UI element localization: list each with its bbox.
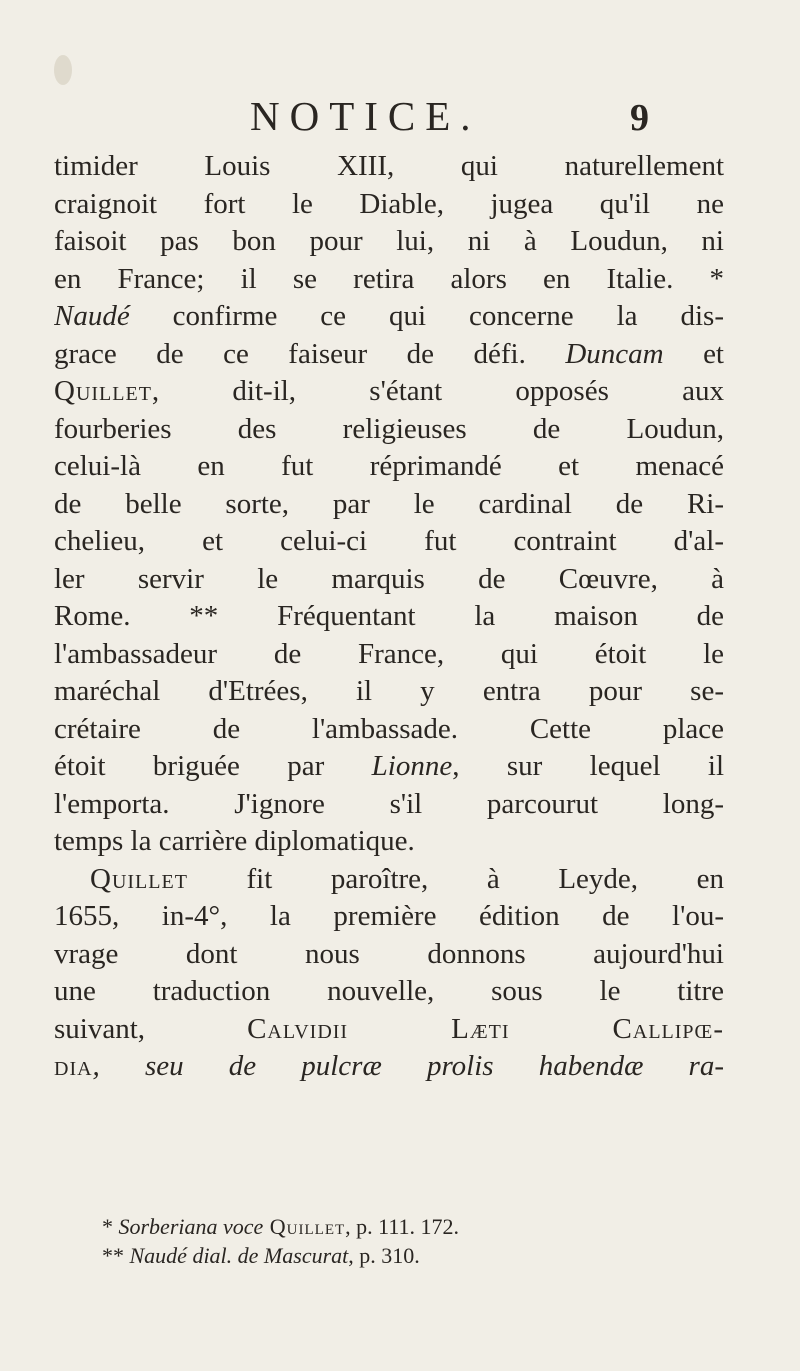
text-span: suivant, bbox=[54, 1012, 248, 1045]
text-line: 1655, in-4°, la première édition de l'ou- bbox=[54, 900, 724, 932]
page-number: 9 bbox=[630, 97, 649, 139]
running-head: NOTICE. bbox=[250, 93, 481, 139]
text-line: temps la carrière diplomatique. bbox=[54, 825, 415, 857]
smallcaps-title: Calvidii Læti Callipœ- bbox=[247, 1012, 724, 1045]
italic-title: , seu de pulcræ prolis habendæ ra- bbox=[92, 1050, 724, 1082]
text-line: une traduction nouvelle, sous le titre bbox=[54, 975, 724, 1007]
footnote-ref: , p. 111. 172. bbox=[345, 1214, 460, 1239]
footnote-2 bbox=[102, 1241, 722, 1270]
smallcaps-name: Quillet bbox=[54, 375, 152, 407]
text-span: , dit-il, s'étant opposés aux bbox=[151, 375, 724, 407]
text-line bbox=[54, 861, 724, 899]
text-line: timider Louis XIII, qui naturellement bbox=[54, 150, 724, 182]
smallcaps-title: dia bbox=[54, 1050, 93, 1082]
text-line: faisoit pas bon pour lui, ni à Loudun, ni bbox=[54, 225, 724, 257]
smallcaps-name: Quillet bbox=[90, 862, 188, 895]
text-span: et bbox=[663, 337, 724, 370]
text-line: chelieu, et celui-ci fut contraint d'al- bbox=[54, 525, 724, 557]
page-header bbox=[0, 92, 800, 142]
text-span: grace de ce faiseur de défi. bbox=[54, 337, 566, 370]
footnote-mark: * bbox=[102, 1214, 119, 1239]
text-line bbox=[54, 748, 724, 786]
text-line bbox=[54, 336, 724, 374]
footnote-1 bbox=[102, 1212, 722, 1241]
italic-name: Duncam bbox=[565, 337, 664, 370]
italic-name: Lionne bbox=[371, 750, 453, 782]
footnotes bbox=[102, 1212, 722, 1270]
text-line: fourberies des religieuses de Loudun, bbox=[54, 412, 724, 445]
text-line bbox=[54, 298, 724, 336]
text-line: craignoit fort le Diable, jugea qu'il ne bbox=[54, 187, 724, 220]
text-span: confirme ce qui concerne la dis- bbox=[129, 300, 724, 332]
text-span: étoit briguée par bbox=[54, 750, 372, 782]
text-line bbox=[54, 1048, 724, 1086]
text-line: celui-là en fut réprimandé et menacé bbox=[54, 450, 724, 482]
text-line bbox=[54, 1011, 724, 1049]
footnote-ref: , p. 310. bbox=[348, 1243, 420, 1268]
text-line bbox=[54, 373, 724, 411]
text-line: en France; il se retira alors en Italie. * bbox=[54, 262, 724, 295]
text-line: ler servir le marquis de Cœuvre, à bbox=[54, 562, 724, 595]
footnote-name: Quillet bbox=[263, 1214, 346, 1239]
text-line: de belle sorte, par le cardinal de Ri- bbox=[54, 487, 724, 520]
text-line: vrage dont nous donnons aujourd'hui bbox=[54, 937, 724, 970]
text-line: crétaire de l'ambassade. Cette place bbox=[54, 712, 724, 745]
footnote-mark: ** bbox=[102, 1243, 130, 1268]
footnote-source: Naudé dial. de Mascurat bbox=[129, 1243, 349, 1268]
italic-name: Naudé bbox=[54, 300, 130, 332]
text-line: maréchal d'Etrées, il y entra pour se- bbox=[54, 675, 724, 707]
text-line: l'emporta. J'ignore s'il parcourut long- bbox=[54, 787, 724, 820]
text-line: l'ambassadeur de France, qui étoit le bbox=[54, 637, 724, 670]
text-span: fit paroître, à Leyde, en bbox=[187, 862, 724, 895]
footnote-source: Sorberiana voce bbox=[118, 1214, 264, 1239]
text-line: Rome. ** Fréquentant la maison de bbox=[54, 600, 724, 632]
text-span: , sur lequel il bbox=[452, 750, 724, 782]
body-text bbox=[54, 148, 724, 1086]
paper-stain bbox=[54, 55, 72, 85]
